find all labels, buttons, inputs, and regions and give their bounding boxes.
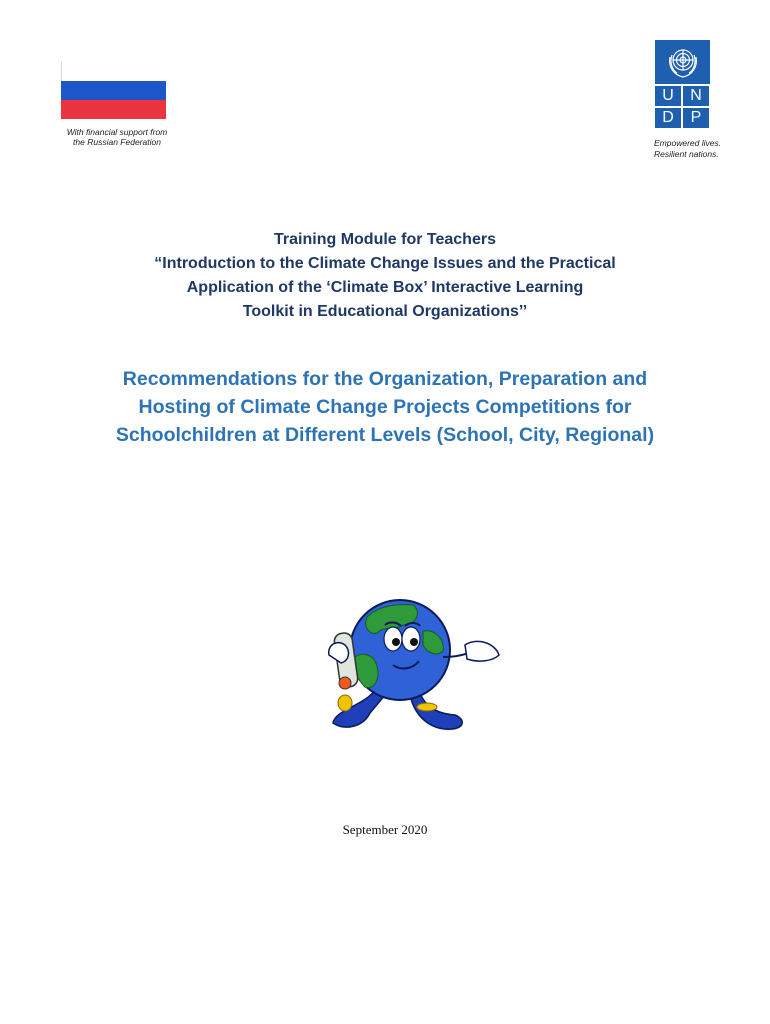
flag-white-stripe — [61, 62, 166, 81]
undp-letters — [655, 86, 710, 128]
undp-letter-d: D — [655, 108, 681, 128]
undp-tagline-line1: Empowered lives. — [654, 138, 722, 148]
module-title-line4: Toolkit in Educational Organizations’’ — [242, 303, 528, 320]
flag-caption — [52, 127, 182, 147]
undp-tagline — [654, 138, 744, 160]
module-title-line3: Application of the ‘Climate Box’ Interactive Learning — [186, 279, 584, 296]
flag-caption-line2: the Russian Federation — [73, 137, 161, 147]
main-title-line3: Schoolchildren at Different Levels (School, City, Regional) — [115, 424, 655, 446]
un-emblem-icon — [655, 40, 710, 84]
publication-date: September 2020 — [342, 822, 428, 837]
russian-flag-icon — [61, 62, 166, 119]
undp-tagline-line2: Resilient nations. — [654, 149, 719, 159]
undp-letter-n: N — [683, 86, 709, 106]
module-title-line2: “Introduction to the Climate Change Issues and the Practical — [154, 255, 616, 272]
main-title-line2: Hosting of Climate Change Projects Competitions for — [138, 396, 632, 418]
flag-red-stripe — [61, 100, 166, 119]
module-title — [90, 228, 680, 324]
earth-mascot-icon — [315, 595, 505, 735]
undp-letter-p: P — [683, 108, 709, 128]
undp-letter-u: U — [655, 86, 681, 106]
flag-caption-line1: With financial support from — [66, 127, 168, 137]
module-title-line1: Training Module for Teachers — [274, 231, 496, 248]
main-title-line1: Recommendations for the Organization, Preparation and — [122, 368, 648, 390]
undp-logo — [655, 40, 710, 128]
main-title — [60, 365, 710, 449]
flag-blue-stripe — [61, 81, 166, 100]
